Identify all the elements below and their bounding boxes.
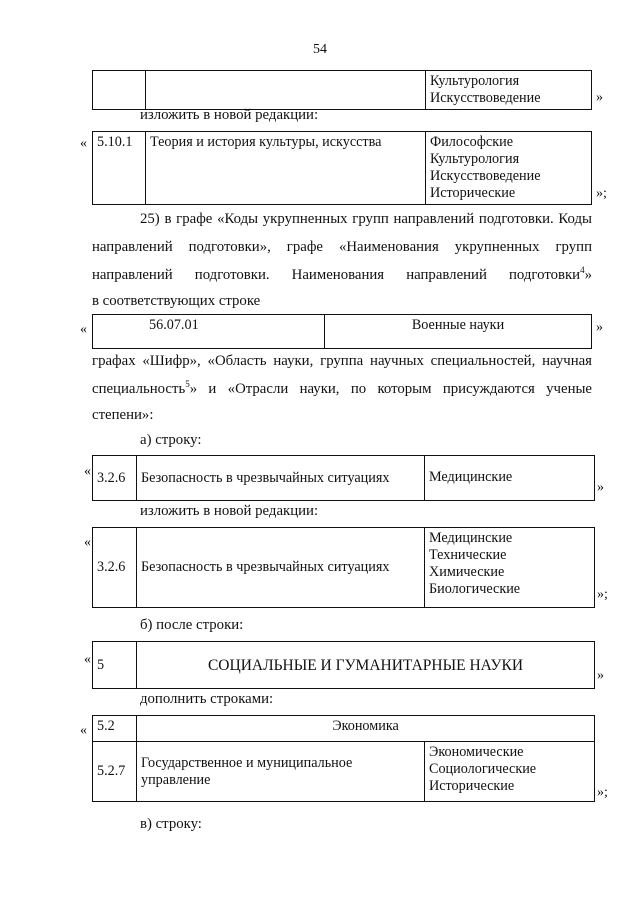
close-quote: » <box>597 668 604 683</box>
close-quote: » <box>596 90 603 105</box>
paragraph-columns-line3: степени»: <box>92 407 154 423</box>
instruction-text: изложить в новой редакции: <box>140 107 319 123</box>
paragraph-25-line4: в соответствующих строке <box>92 293 261 309</box>
paragraph-25-line3: направлений подготовки. Наименования направлений подготовки$^4$» <box>92 265 592 283</box>
close-quote: » <box>597 480 604 495</box>
name-cell: Теория и история культуры, искусства <box>146 132 426 205</box>
name-cell: Военные науки <box>325 315 592 349</box>
item-a-text: а) строку: <box>140 432 202 448</box>
code-cell: 56.07.01 <box>93 315 325 349</box>
branches-cell: Медицинские <box>425 456 595 501</box>
branches-cell: Культурология Искусствоведение <box>426 71 592 110</box>
code-cell: 5.10.1 <box>93 132 146 205</box>
branches-cell: Философские Культурология Искусствоведение Исторические <box>426 132 592 205</box>
paragraph-columns-line1: графах «Шифр», «Область науки, группа научных специальностей, научная <box>92 353 592 369</box>
item-v-text: в) строку: <box>140 816 202 832</box>
code-cell: 3.2.6 <box>93 456 137 501</box>
table-row-5-10-1 <box>92 131 592 205</box>
paragraph-columns-line2: специальность$^5$» и «Отрасли науки, по которым присуждаются ученые <box>92 379 592 397</box>
table-row-3-2-6-old <box>92 455 595 501</box>
open-quote: « <box>80 723 87 738</box>
code-cell: 5.2.7 <box>93 742 137 802</box>
name-cell: Экономика <box>137 716 595 742</box>
paragraph-25-line2: направлений подготовки», графе «Наименования укрупненных групп <box>92 239 592 255</box>
open-quote: « <box>80 136 87 151</box>
open-quote: « <box>84 652 91 667</box>
code-cell: 5 <box>93 642 137 689</box>
code-cell: 3.2.6 <box>93 528 137 608</box>
table-rows-5-2 <box>92 715 595 802</box>
open-quote: « <box>84 464 91 479</box>
branches-cell: Экономические Социологические Исторические <box>425 742 595 802</box>
name-cell: Государственное и муниципальное управление <box>137 742 425 802</box>
branches-cell: Медицинские Технические Химические Биологические <box>425 528 595 608</box>
table-continuation <box>92 70 592 110</box>
close-quote: »; <box>596 186 607 201</box>
close-quote: » <box>596 320 603 335</box>
code-cell: 5.2 <box>93 716 137 742</box>
name-cell: Безопасность в чрезвычайных ситуациях <box>137 456 425 501</box>
item-b-text: б) после строки: <box>140 617 244 633</box>
close-quote: »; <box>597 587 608 602</box>
add-rows-text: дополнить строками: <box>140 691 274 707</box>
instruction-text: изложить в новой редакции: <box>140 503 319 519</box>
name-cell: Безопасность в чрезвычайных ситуациях <box>137 528 425 608</box>
table-row-5-section <box>92 641 595 689</box>
open-quote: « <box>80 322 87 337</box>
section-name-cell: СОЦИАЛЬНЫЕ И ГУМАНИТАРНЫЕ НАУКИ <box>137 642 595 689</box>
close-quote: »; <box>597 785 608 800</box>
table-row-56-07-01 <box>92 314 592 349</box>
open-quote: « <box>84 535 91 550</box>
table-row-3-2-6-new <box>92 527 595 608</box>
page-number: 54 <box>313 42 327 57</box>
paragraph-25-line1: 25) в графе «Коды укрупненных групп направлений подготовки. Коды <box>140 211 592 227</box>
